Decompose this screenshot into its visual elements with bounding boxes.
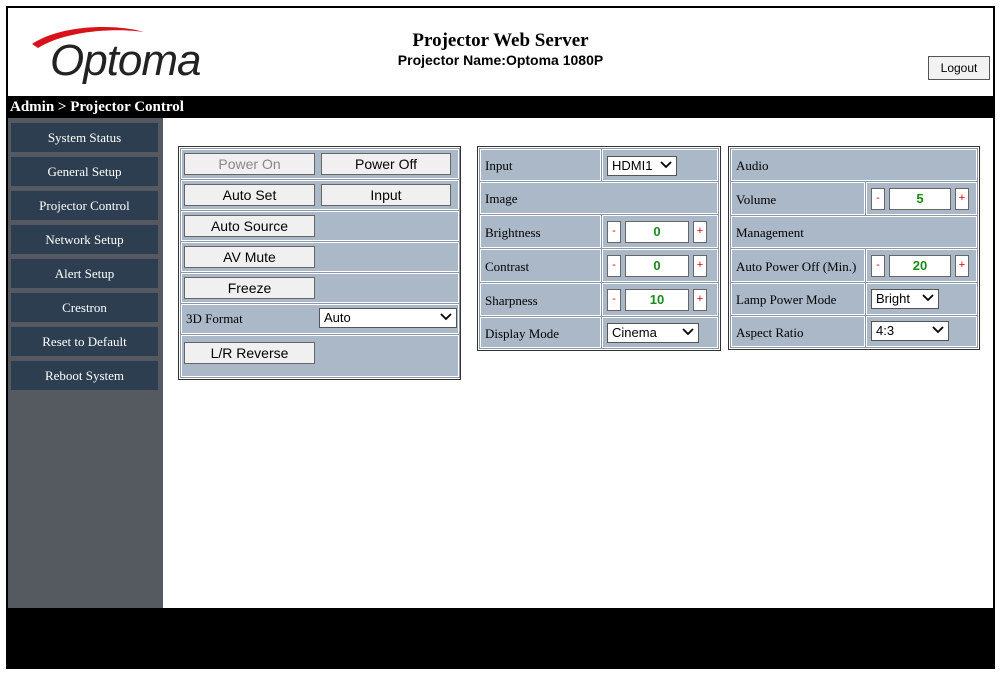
chevron-down-icon <box>440 312 452 322</box>
brightness-increase-button[interactable]: + <box>693 221 707 243</box>
sharpness-stepper[interactable] <box>607 289 711 311</box>
sidebar-item-crestron[interactable]: Crestron <box>11 292 158 322</box>
sidebar-item-network-setup[interactable]: Network Setup <box>11 224 158 254</box>
sidebar <box>8 118 163 608</box>
contrast-label-cell <box>480 249 601 282</box>
av-mute-button[interactable]: AV Mute <box>184 246 315 268</box>
control-row <box>181 273 459 303</box>
volume-cell <box>866 182 977 215</box>
sidebar-item-projector-control[interactable]: Projector Control <box>11 190 158 220</box>
sidebar-item-general-setup[interactable]: General Setup <box>11 156 158 186</box>
brightness-stepper[interactable] <box>607 221 711 243</box>
power-on-button[interactable]: Power On <box>184 153 315 175</box>
aspect-label: Aspect Ratio <box>736 325 804 340</box>
footer-bar <box>8 608 993 667</box>
format-3d-label: 3D Format <box>186 311 243 326</box>
chevron-down-icon <box>682 327 694 337</box>
brightness-cell <box>602 215 718 248</box>
contrast-cell <box>602 249 718 282</box>
image-panel <box>477 146 721 351</box>
chevron-down-icon <box>932 325 944 335</box>
auto-source-button[interactable]: Auto Source <box>184 215 315 237</box>
display-mode-cell <box>602 317 718 348</box>
freeze-button[interactable]: Freeze <box>184 277 315 299</box>
management-header: Management <box>736 225 804 240</box>
sidebar-item-reset-to-default[interactable]: Reset to Default <box>11 326 158 356</box>
control-row <box>181 242 459 272</box>
display-mode-select[interactable] <box>607 323 699 343</box>
aspect-cell <box>866 316 977 347</box>
control-row <box>181 211 459 241</box>
sharpness-decrease-button[interactable]: - <box>607 289 621 311</box>
lamp-power-label: Lamp Power Mode <box>736 292 837 307</box>
chevron-down-icon <box>922 293 934 303</box>
input-button[interactable]: Input <box>321 184 451 206</box>
display-mode-label-cell <box>480 317 601 348</box>
lamp-power-label-cell <box>731 283 865 315</box>
contrast-label: Contrast <box>485 259 530 274</box>
brightness-decrease-button[interactable]: - <box>607 221 621 243</box>
volume-value[interactable]: 5 <box>889 188 951 210</box>
input-label: Input <box>485 158 513 173</box>
sharpness-value[interactable]: 10 <box>625 289 689 311</box>
lamp-power-value: Bright <box>876 291 910 306</box>
aspect-panel <box>728 316 980 350</box>
volume-stepper[interactable] <box>871 188 973 210</box>
input-select[interactable] <box>607 156 677 176</box>
audio-header: Audio <box>736 158 769 173</box>
auto-power-off-increase-button[interactable]: + <box>955 255 969 277</box>
volume-label-cell <box>731 182 865 215</box>
control-row <box>181 304 459 334</box>
sidebar-item-system-status[interactable]: System Status <box>11 122 158 152</box>
breadcrumb: Admin > Projector Control <box>8 96 993 118</box>
auto-set-button[interactable]: Auto Set <box>184 184 315 206</box>
image-header: Image <box>485 191 518 206</box>
input-select-cell <box>602 149 718 181</box>
lamp-power-select[interactable] <box>871 289 939 309</box>
auto-power-off-stepper[interactable] <box>871 255 973 277</box>
volume-increase-button[interactable]: + <box>955 188 969 210</box>
auto-power-off-cell <box>866 249 977 282</box>
auto-power-off-label-cell <box>731 249 865 282</box>
aspect-label-cell <box>731 316 865 347</box>
app-frame <box>6 6 995 669</box>
auto-power-off-value[interactable]: 20 <box>889 255 951 277</box>
contrast-decrease-button[interactable]: - <box>607 255 621 277</box>
logo-text: Optoma <box>50 36 201 85</box>
volume-label: Volume <box>736 192 777 207</box>
page-title: Projector Web Server <box>412 30 589 51</box>
chevron-down-icon <box>660 160 672 170</box>
volume-decrease-button[interactable]: - <box>871 188 885 210</box>
image-header-cell <box>480 182 718 214</box>
brightness-label-cell <box>480 215 601 248</box>
power-off-button[interactable]: Power Off <box>321 153 451 175</box>
header <box>8 8 993 96</box>
auto-power-off-label: Auto Power Off (Min.) <box>736 259 857 274</box>
sharpness-label: Sharpness <box>485 293 538 308</box>
lr-reverse-button[interactable]: L/R Reverse <box>184 342 315 364</box>
contrast-stepper[interactable] <box>607 255 711 277</box>
control-panel <box>178 146 461 380</box>
auto-power-off-decrease-button[interactable]: - <box>871 255 885 277</box>
sidebar-item-alert-setup[interactable]: Alert Setup <box>11 258 158 288</box>
audio-header-cell <box>731 149 977 181</box>
display-mode-value: Cinema <box>612 325 657 340</box>
sharpness-cell <box>602 283 718 316</box>
input-select-value: HDMI1 <box>612 158 653 173</box>
aspect-ratio-select[interactable] <box>871 321 949 341</box>
input-label-cell <box>480 149 601 181</box>
lamp-power-cell <box>866 283 977 315</box>
sharpness-increase-button[interactable]: + <box>693 289 707 311</box>
contrast-value[interactable]: 0 <box>625 255 689 277</box>
format-3d-select[interactable] <box>319 308 457 328</box>
logout-button[interactable]: Logout <box>928 56 990 80</box>
format-3d-value: Auto <box>324 310 351 325</box>
contrast-increase-button[interactable]: + <box>693 255 707 277</box>
audio-panel <box>728 146 980 318</box>
projector-name: Projector Name:Optoma 1080P <box>397 52 604 68</box>
sidebar-item-reboot-system[interactable]: Reboot System <box>11 360 158 390</box>
control-row <box>181 180 459 210</box>
brightness-label: Brightness <box>485 225 541 240</box>
brightness-value[interactable]: 0 <box>625 221 689 243</box>
aspect-ratio-value: 4:3 <box>876 323 895 338</box>
main-content <box>163 118 993 608</box>
control-row <box>181 149 459 179</box>
sharpness-label-cell <box>480 283 601 316</box>
display-mode-label: Display Mode <box>485 326 560 341</box>
control-row <box>181 335 459 377</box>
management-header-cell <box>731 216 977 248</box>
